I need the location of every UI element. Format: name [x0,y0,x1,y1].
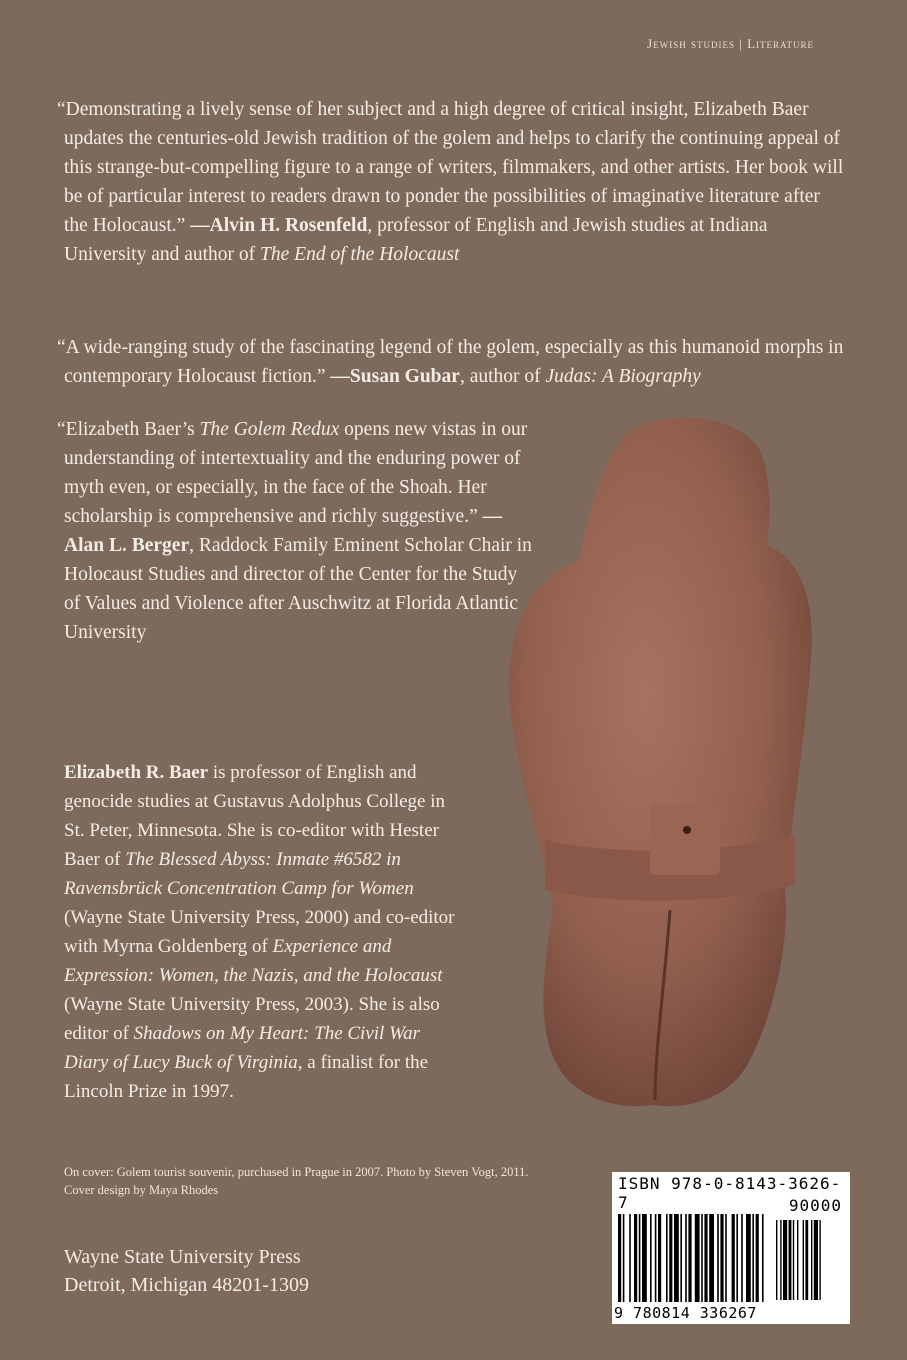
barcode-bar [680,1214,682,1302]
barcode-addon-bar [776,1220,777,1300]
barcode-bar [642,1214,647,1302]
barcode-bar [629,1214,631,1302]
author-name: Elizabeth R. Baer [64,762,209,783]
barcode-bar [720,1214,723,1302]
barcode-bar [669,1214,672,1302]
barcode-bar [695,1214,700,1302]
blurb-author: —Susan Gubar [330,366,460,387]
barcode-bar [732,1214,735,1302]
barcode-bar [685,1214,687,1302]
book-title: The End of the Holocaust [260,244,460,265]
blurb-rosenfeld: “Demonstrating a lively sense of her subject and a high degree of critical insight, Elizabeth Baer updates the centuries-old Jewish tradition of the golem and helps to clarify the continuing appeal of this strange-but-compelling figure to a range of writers, filmmakers, and other artists. Her book will be of particular interest to readers drawn to ponder the possibilities of imaginative literature after the Holocaust.” —Alvin H. Rosenfeld, professor of English and Jewish studies at Indiana University and author of The End of the Holocaust [57,99,844,265]
blurb-berger: “Elizabeth Baer’s The Golem Redux opens new vistas in our understanding of intertextuality and the enduring power of myth even, or especially, in the face of the Shoah. Her scholarship is comprehensive and richly suggestive.” —Alan L. Berger, Raddock Family Eminent Scholar Chair in Holocaust Studies and director of the Center for the Study of Values and Violence after Auschwitz at Florida Atlantic University [57,419,532,643]
barcode-addon-bar [780,1220,781,1300]
barcode-addon-bar [803,1220,804,1300]
barcode-bar [674,1214,679,1302]
category-label: Jewish studies | Literature [647,36,814,51]
author-bio: Elizabeth R. Baer is professor of English and genocide studies at Gustavus Adolphus College in St. Peter, Minnesota. She is co-editor with Hester Baer of The Blessed Abyss: Inmate #6582 in Ravensbrück Concentration Camp for Women (Wayne State University Press, 2000) and co-editor with Myrna Goldenberg of Experience and Expression: Women, the Nazis, and the Holocaust (Wayne State University Press, 2003). She is also editor of Shadows on My Heart: The Civil War Diary of Lucy Buck of Virginia, a finalist for the Lincoln Prize in 1997. [64,762,455,1102]
barcode-bar [658,1214,661,1302]
blurb-author: —Alvin H. Rosenfeld [190,215,368,236]
isbn-text: ISBN 978-0-8143-3626-7 [618,1174,842,1212]
barcode-addon-bar [805,1220,808,1300]
blurb-gubar: “A wide-ranging study of the fascinating legend of the golem, especially as this humanoid morphs in contemporary Holocaust fiction.” —Susan Gubar, author of Judas: A Biography [57,337,844,387]
barcode-bar [688,1214,691,1302]
book-title: Experience and Expression: Women, the Nazis, and the Holocaust [64,936,443,986]
barcode-addon-bar [789,1220,792,1300]
barcode-bar [762,1214,764,1302]
cover-credits [64,1163,529,1199]
barcode-bar [701,1214,703,1302]
barcode-bar [704,1214,707,1302]
barcode-addon-bar [797,1220,798,1300]
barcode-bar [655,1214,657,1302]
barcode-bar [752,1214,754,1302]
barcode-bar [741,1214,743,1302]
barcode-bar [623,1214,625,1302]
barcode-addon-bar [793,1220,794,1300]
barcode-bar [717,1214,719,1302]
design-credit: Cover design by Maya Rhodes [64,1183,219,1197]
book-title: Shadows on My Heart: The Civil War Diary of Lucy Buck of Virginia [64,1023,421,1073]
statue-pouch [650,805,720,875]
barcode-addon-bar [819,1220,820,1300]
photo-credit: On cover: Golem tourist souvenir, purchased in Prague in 2007. Photo by Steven Vogt, 2011. [64,1165,529,1179]
barcode-bar [746,1214,751,1302]
publisher-block [64,1243,309,1299]
barcode-bar [618,1214,621,1302]
barcode-addon-bar [811,1220,812,1300]
publisher-address: Detroit, Michigan 48201-1309 [64,1274,309,1296]
barcode-bar [709,1214,714,1302]
publisher-name: Wayne State University Press [64,1246,301,1268]
barcode-bar [725,1214,727,1302]
statue-pouch-button [683,826,691,834]
barcode-bar [639,1214,641,1302]
golem-statue-image [505,410,835,1130]
price-code: 90000 [788,1196,842,1215]
ean-text: 9 780814 336267 [614,1304,757,1322]
barcode-bar [756,1214,759,1302]
barcode-bar [736,1214,738,1302]
barcode-addon-bar [783,1220,787,1300]
barcode-bar [634,1214,637,1302]
barcode-bar [650,1214,652,1302]
barcode-bar [666,1214,668,1302]
book-title: The Blessed Abyss: Inmate #6582 in Ravensbrück Concentration Camp for Women [64,849,414,899]
blurb-author: —Alan L. Berger [64,506,503,556]
book-title: The Golem Redux [199,419,340,440]
isbn-barcode [612,1172,850,1324]
book-title: Judas: A Biography [545,366,701,387]
barcode-addon-bar [814,1220,818,1300]
